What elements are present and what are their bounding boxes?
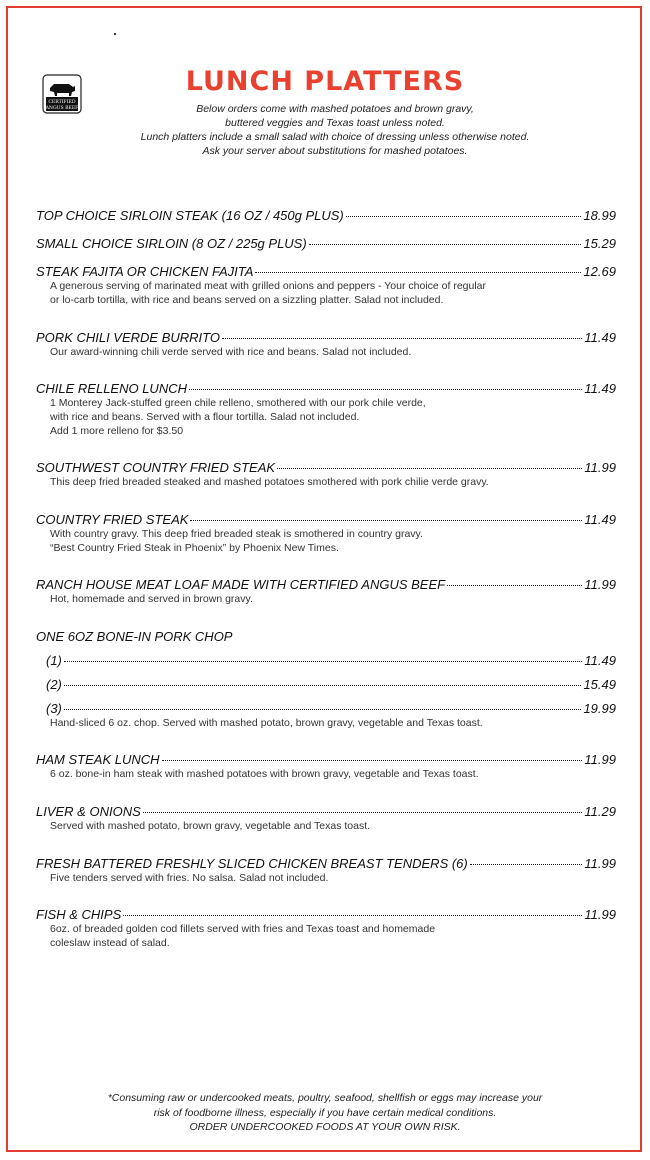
item-price: 18.99	[583, 208, 616, 223]
menu-item-fajita	[36, 264, 616, 279]
dot-leader	[143, 812, 583, 813]
intro-text: Below orders come with mashed potatoes and brown gravy, buttered veggies and Texas toast unless noted. Lunch platters include a small salad with choice of dressing unless otherwise noted. Ask your server about substitutions for mashed potatoes.	[140, 103, 530, 157]
item-name: COUNTRY FRIED STEAK	[36, 512, 189, 527]
item-price: 11.99	[584, 460, 616, 475]
menu-item-fish-chips	[36, 907, 616, 922]
item-description: Our award-winning chili verde served with rice and beans. Salad not included.	[50, 346, 412, 358]
option-label: (1)	[46, 653, 62, 668]
dot-leader	[64, 685, 582, 686]
dot-leader	[64, 709, 582, 710]
menu-item-chile-relleno	[36, 381, 616, 396]
item-price: 11.99	[584, 856, 616, 871]
menu-item-meat-loaf	[36, 577, 616, 592]
dot-leader	[64, 661, 583, 662]
item-name: SOUTHWEST COUNTRY FRIED STEAK	[36, 460, 276, 475]
page-title: LUNCH PLATTERS	[185, 66, 465, 97]
option-price: 15.49	[583, 677, 616, 692]
item-name: PORK CHILI VERDE BURRITO	[36, 330, 220, 345]
item-name: SMALL CHOICE SIRLOIN (8 OZ / 225g PLUS)	[36, 236, 307, 251]
item-price: 15.29	[583, 236, 616, 251]
svg-text:CERTIFIED: CERTIFIED	[48, 100, 76, 105]
menu-item-chicken-tenders	[36, 856, 616, 871]
dot-leader	[189, 389, 582, 390]
item-price: 11.49	[584, 330, 616, 345]
pork-chop-option	[46, 701, 616, 716]
item-name: TOP CHOICE SIRLOIN STEAK (16 OZ / 450g PLUS)	[36, 208, 344, 223]
item-description: Hot, homemade and served in brown gravy.	[50, 593, 253, 605]
item-description: With country gravy. This deep fried breaded steak is smothered in country gravy. “Best Country Fried Steak in Phoenix” by Phoenix New Times.	[50, 528, 423, 554]
pork-chop-heading: ONE 6OZ BONE-IN PORK CHOP	[36, 629, 233, 644]
dot-leader	[222, 338, 582, 339]
dot-leader	[470, 864, 583, 865]
food-safety-disclaimer: *Consuming raw or undercooked meats, poultry, seafood, shellfish or eggs may increase your risk of foodborne illness, especially if you have certain medical conditions. ORDER UNDERCOOKED FOODS AT YOUR OWN RISK.	[107, 1092, 543, 1133]
svg-text:ANGUS BEEF: ANGUS BEEF	[45, 106, 79, 111]
item-price: 11.99	[584, 752, 616, 767]
option-label: (3)	[46, 701, 62, 716]
pork-chop-option	[46, 653, 616, 668]
menu-item-country-fried-steak	[36, 512, 616, 527]
dot-leader	[277, 468, 582, 469]
option-price: 19.99	[583, 701, 616, 716]
menu-item-chili-verde-burrito	[36, 330, 616, 345]
item-description: This deep fried breaded steaked and mashed potatoes smothered with pork chilie verde gravy.	[50, 476, 489, 488]
item-price: 11.99	[584, 907, 616, 922]
dot-leader	[162, 760, 583, 761]
item-description: Served with mashed potato, brown gravy, vegetable and Texas toast.	[50, 820, 371, 832]
pork-chop-option	[46, 677, 616, 692]
item-description: 6oz. of breaded golden cod fillets served with fries and Texas toast and homemade coleslaw instead of salad.	[50, 923, 436, 949]
item-name: RANCH HOUSE MEAT LOAF MADE WITH CERTIFIED ANGUS BEEF	[36, 577, 446, 592]
item-description: A generous serving of marinated meat with grilled onions and peppers - Your choice of regular or lo-carb tortilla, with rice and beans served on a sizzling platter. Salad not included.	[50, 280, 487, 306]
option-price: 11.49	[584, 653, 616, 668]
menu-item-small-sirloin	[36, 236, 616, 251]
dot-leader	[309, 244, 582, 245]
item-name: HAM STEAK LUNCH	[36, 752, 160, 767]
item-name: STEAK FAJITA OR CHICKEN FAJITA	[36, 264, 254, 279]
item-price: 11.49	[584, 381, 616, 396]
speck	[114, 33, 116, 35]
menu-item-liver-onions	[36, 804, 616, 819]
dot-leader	[255, 272, 581, 273]
menu-item-top-sirloin	[36, 208, 616, 223]
item-price: 11.49	[584, 512, 616, 527]
item-name: FRESH BATTERED FRESHLY SLICED CHICKEN BREAST TENDERS (6)	[36, 856, 468, 871]
item-name: FISH & CHIPS	[36, 907, 122, 922]
menu-item-ham-steak	[36, 752, 616, 767]
item-description: 1 Monterey Jack-stuffed green chile relleno, smothered with our pork chile verde, with rice and beans. Served with a flour tortilla. Salad not included. Add 1 more relleno for $3.50	[50, 397, 426, 437]
menu-item-southwest-country-fried-steak	[36, 460, 616, 475]
item-description: Hand-sliced 6 oz. chop. Served with mashed potato, brown gravy, vegetable and Texas toast.	[50, 717, 483, 729]
option-label: (2)	[46, 677, 62, 692]
dot-leader	[346, 216, 582, 217]
item-price: 11.99	[584, 577, 616, 592]
item-name: LIVER & ONIONS	[36, 804, 141, 819]
item-description: Five tenders served with fries. No salsa. Salad not included.	[50, 872, 329, 884]
dot-leader	[123, 915, 582, 916]
item-price: 12.69	[583, 264, 616, 279]
dot-leader	[190, 520, 582, 521]
dot-leader	[447, 585, 582, 586]
item-price: 11.29	[584, 804, 616, 819]
item-name: CHILE RELLENO LUNCH	[36, 381, 187, 396]
item-description: 6 oz. bone-in ham steak with mashed potatoes with brown gravy, vegetable and Texas toast.	[50, 768, 479, 780]
